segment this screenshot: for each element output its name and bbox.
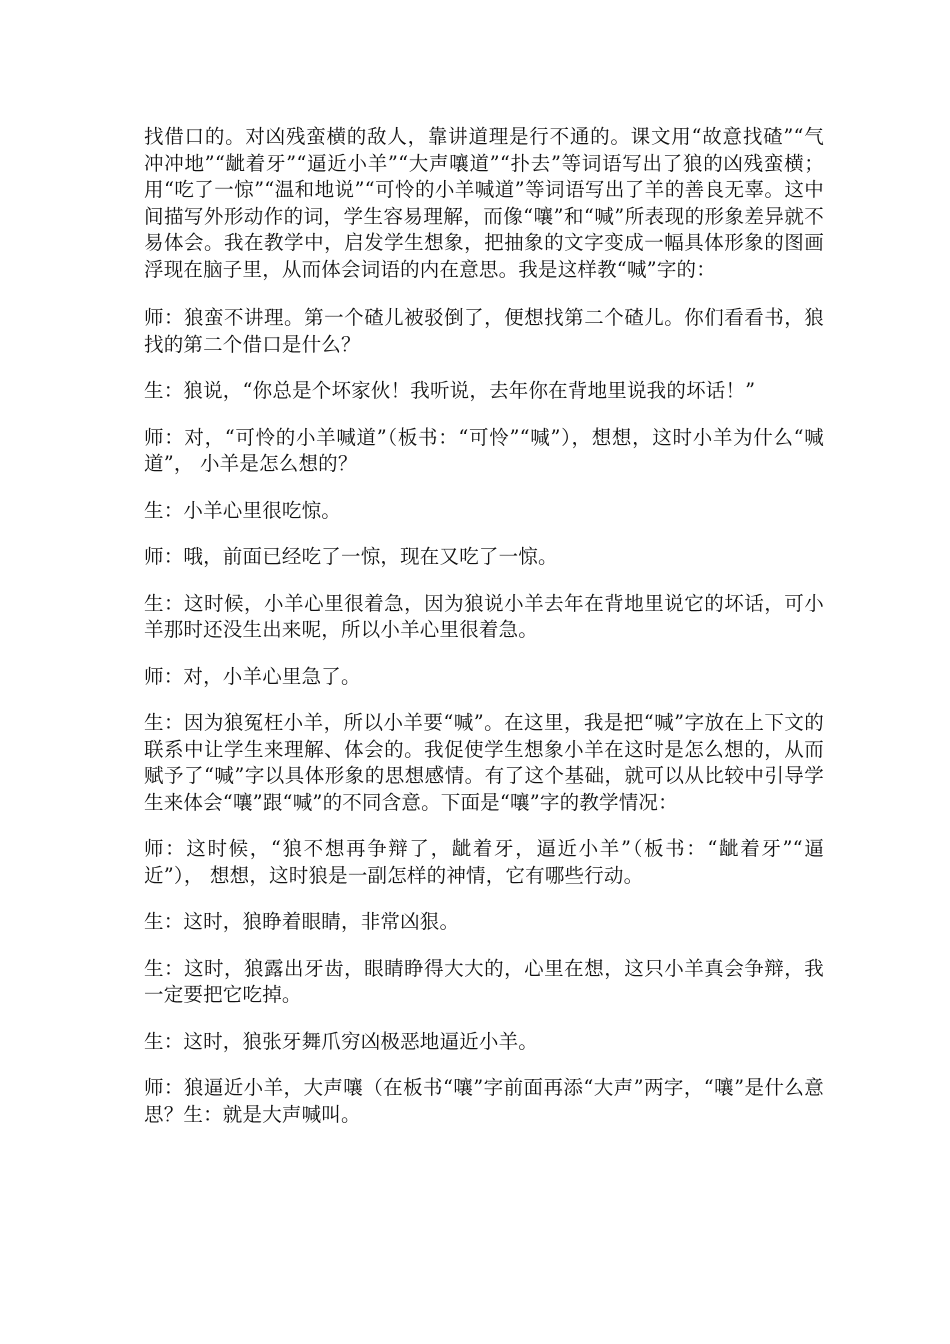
paragraph-4: 师：对，“可怜的小羊喊道”（板书：“可怜”“喊”），想想，这时小羊为什么“喊道”， 小羊是怎么想的？	[144, 425, 824, 475]
paragraph-11: 生：这时，狼睁着眼睛，非常凶狠。	[144, 910, 460, 933]
paragraph-7: 生：这时候，小羊心里很着急，因为狼说小羊去年在背地里说它的坏话，可小羊那时还没生出来呢，所以小羊心里很着急。	[144, 591, 824, 641]
paragraph-12: 生：这时，狼露出牙齿，眼睛睁得大大的，心里在想，这只小羊真会争辩，我一定要把它吃掉。	[144, 956, 824, 1006]
paragraph-3: 生：狼说，“你总是个坏家伙！我听说，去年你在背地里说我的坏话！”	[144, 379, 756, 402]
paragraph-13: 生：这时，狼张牙舞爪穷凶极恶地逼近小羊。	[144, 1029, 539, 1053]
paragraph-10: 师：这时候，“狼不想再争辩了，龇着牙，逼近小羊”（板书：“龇着牙”“逼近”）， 想想，这时狼是一副怎样的神情，它有哪些行动。	[144, 837, 824, 887]
paragraph-14: 师：狼逼近小羊，大声嚷（在板书“嚷”字前面再添“大声”两字，“嚷”是什么意思？生：就是大声喊叫。	[144, 1076, 824, 1126]
paragraph-2: 师：狼蛮不讲理。第一个碴儿被驳倒了，便想找第二个碴儿。你们看看书，狼找的第二个借口是什么？	[144, 306, 824, 356]
paragraph-6: 师：哦，前面已经吃了一惊，现在又吃了一惊。	[144, 545, 558, 568]
paragraph-8: 师：对，小羊心里急了。	[144, 664, 361, 688]
paragraph-9: 生：因为狼冤枉小羊，所以小羊要“喊”。在这里，我是把“喊”字放在上下文的联系中让学生来理解、体会的。我促使学生想象小羊在这时是怎么想的，从而赋予了“喊”字以具体形象的思想感情。有了这个基础，就可以从比较中引导学生来体会“嚷”跟“喊”的不同含意。下面是“嚷”字的教学情况：	[144, 711, 824, 814]
paragraph-1: 找借口的。对凶残蛮横的敌人，靠讲道理是行不通的。课文用“故意找碴”“气冲冲地”“龇着牙”“逼近小羊”“大声嚷道”“扑去”等词语写出了狼的凶残蛮横；用“吃了一惊”“温和地说”“可怜的小羊喊道”等词语写出了羊的善良无辜。这中间描写外形动作的词，学生容易理解，而像“嚷”和“喊”所表现的形象差异就不易体会。我在教学中，启发学生想象，把抽象的文字变成一幅具体形象的图画浮现在脑子里，从而体会词语的内在意思。我是这样教“喊”字的：	[144, 125, 824, 281]
document-page	[144, 124, 824, 1148]
paragraph-5: 生：小羊心里很吃惊。	[144, 498, 342, 522]
